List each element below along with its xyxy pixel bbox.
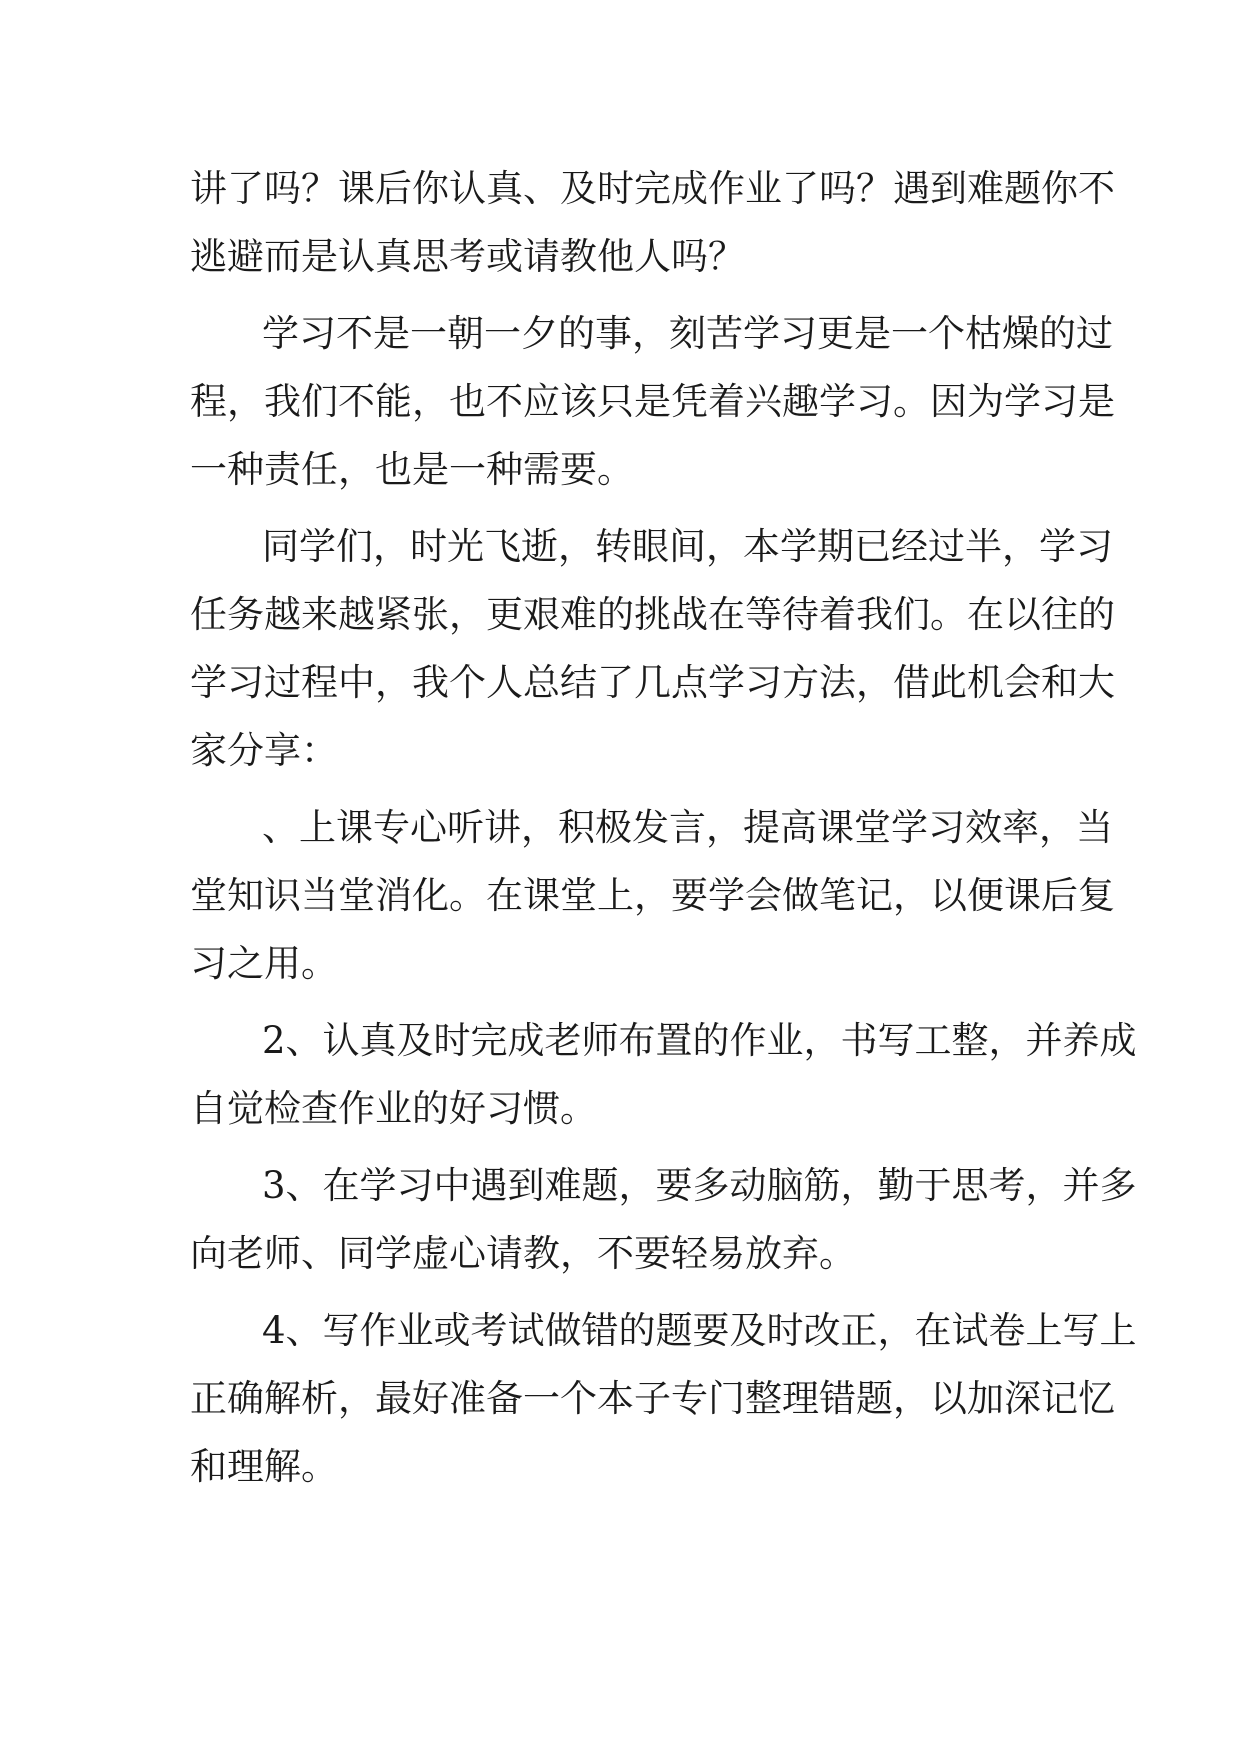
text-line: 家分享： <box>190 729 338 772</box>
text-line: 讲了吗？课后你认真、及时完成作业了吗？遇到难题你不 <box>190 167 1115 210</box>
text-line: 向老师、同学虚心请教，不要轻易放弃。 <box>190 1232 856 1275</box>
text-line: 程，我们不能，也不应该只是凭着兴趣学习。因为学习是 <box>190 380 1115 423</box>
text-line: 逃避而是认真思考或请教他人吗？ <box>190 235 745 278</box>
text-line: 4、写作业或考试做错的题要及时改正，在试卷上写上 <box>262 1309 1137 1352</box>
text-line: 学习不是一朝一夕的事，刻苦学习更是一个枯燥的过 <box>262 312 1113 355</box>
text-line: 同学们，时光飞逝，转眼间，本学期已经过半，学习 <box>262 525 1113 568</box>
text-line: 自觉检查作业的好习惯。 <box>190 1087 597 1130</box>
text-line: 习之用。 <box>190 942 338 985</box>
text-line: 和理解。 <box>190 1445 338 1488</box>
text-line: 任务越来越紧张，更艰难的挑战在等待着我们。在以往的 <box>190 593 1115 636</box>
text-line: 堂知识当堂消化。在课堂上，要学会做笔记，以便课后复 <box>190 874 1115 917</box>
text-line: 、上课专心听讲，积极发言，提高课堂学习效率，当 <box>262 806 1113 849</box>
text-line: 一种责任，也是一种需要。 <box>190 448 634 491</box>
text-line: 正确解析，最好准备一个本子专门整理错题，以加深记忆 <box>190 1377 1115 1420</box>
text-line: 学习过程中，我个人总结了几点学习方法，借此机会和大 <box>190 661 1115 704</box>
text-line: 2、认真及时完成老师布置的作业，书写工整，并养成 <box>262 1019 1137 1062</box>
text-line: 3、在学习中遇到难题，要多动脑筋，勤于思考，并多 <box>262 1164 1137 1207</box>
